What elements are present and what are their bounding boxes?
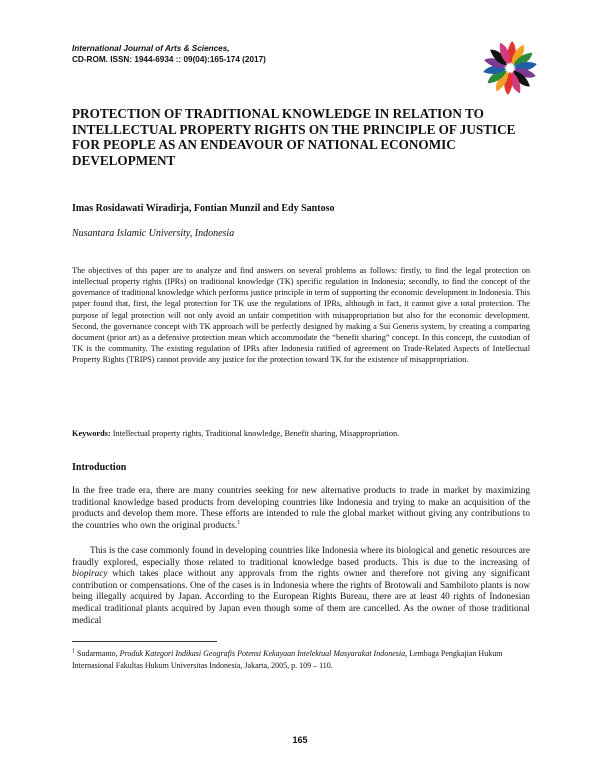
page-number: 165 (292, 735, 308, 745)
keywords-label: Keywords: (72, 429, 111, 438)
body-paragraph-2 (72, 546, 530, 627)
footnote (72, 648, 530, 671)
body-paragraph-1 (72, 486, 530, 532)
footnote-marker: 1 (237, 519, 241, 526)
journal-header (72, 43, 402, 65)
logo-center (507, 65, 514, 72)
paragraph-text: which takes place without any approvals from the rights owner and therefore not giving any significant contribution or compensations. One of the cases is in Indonesia where the rights of Brotowali and Sambiloto plants is now being illegally acquired by Japan. According to the European Rights Bureau, there are at least 40 rights of Indonesian medical traditional plants acquired by Japan even though some of them are cancelled. As the owner of those traditional medical (72, 569, 530, 626)
journal-issn: CD-ROM. ISSN: 1944-6934 :: 09(04):165-174 (2017) (72, 55, 266, 64)
journal-logo-icon (480, 38, 540, 98)
paragraph-text: In the free trade era, there are many countries seeking for new alternative products to trade in market by maximizing traditional knowledge based products from developing countries like Indonesia and trying to make an acquisition of the products and develop them more. These efforts are intended to rule the global market without giving any contributions to the countries who own the original products. (72, 486, 530, 531)
footnote-source-title: Produk Kategori Indikasi Geografis Potensi Kekayaan Intelektual Masyarakat Indonesia, (119, 649, 408, 658)
section-heading-introduction: Introduction (72, 462, 127, 473)
keywords (72, 428, 530, 439)
footnote-divider (72, 641, 217, 642)
journal-name: International Journal of Arts & Sciences, (72, 44, 230, 53)
footnote-author: Sudarmanto, (75, 649, 120, 658)
keywords-list: Intellectual property rights, Traditional knowledge, Benefit sharing, Misappropriation. (110, 429, 400, 438)
footnote-details: Lembaga Pengkajian Hukum Internasional Fakultas Hukum Universitas Indonesia, Jakarta, 2005, p. 109 – 110. (72, 649, 503, 670)
footnote-number: 1 (72, 648, 75, 655)
paper-title: PROTECTION OF TRADITIONAL KNOWLEDGE IN RELATION TO INTELLECTUAL PROPERTY RIGHTS ON THE PRINCIPLE OF JUSTICE FOR PEOPLE AS AN ENDEAVOUR OF NATIONAL ECONOMIC DEVELOPMENT (72, 106, 516, 168)
paragraph-text: This is the case commonly found in developing countries like Indonesia where its biological and genetic resources are fraudly explored, especially those related to traditional knowledge based products. This is due to the increasing of (72, 546, 530, 568)
author-affiliation: Nusantara Islamic University, Indonesia (72, 228, 235, 239)
abstract: The objectives of this paper are to analyze and find answers on several problems as follows: firstly, to find the legal protection on intellectual property rights (IPRs) on traditional knowledge (TK) specific regulation in Indonesia; secondly, to find the concept of the governance of traditional knowledge which performs justice principle in term of supporting the economic development in Indonesia. This paper found that, first, the legal protection for TK use the regulations of IPRs, although in fact, it cannot give a total protection. The purpose of legal protection will not only avoid an unfair competition with misappropriation but also for the economic development. Second, the governance concept with TK approach will be perfectly designed by making a Sui Generis system, by creating a comparing document (prior art) as a defensive protection mean which accommodate the “benefit sharing” concept. In this concept, the custodian of TK is the community. The existing regulation of IPRs after Indonesia ratified of agreement on Trade-Related Aspects of Intellectual Property Rights (TRIPS) cannot provide any justice for the protection toward TK for the existence of misappropriation. (72, 266, 530, 365)
paper-authors: Imas Rosidawati Wiradirja, Fontian Munzil and Edy Santoso (72, 203, 335, 214)
emphasis-biopiracy: biopiracy (72, 569, 108, 580)
